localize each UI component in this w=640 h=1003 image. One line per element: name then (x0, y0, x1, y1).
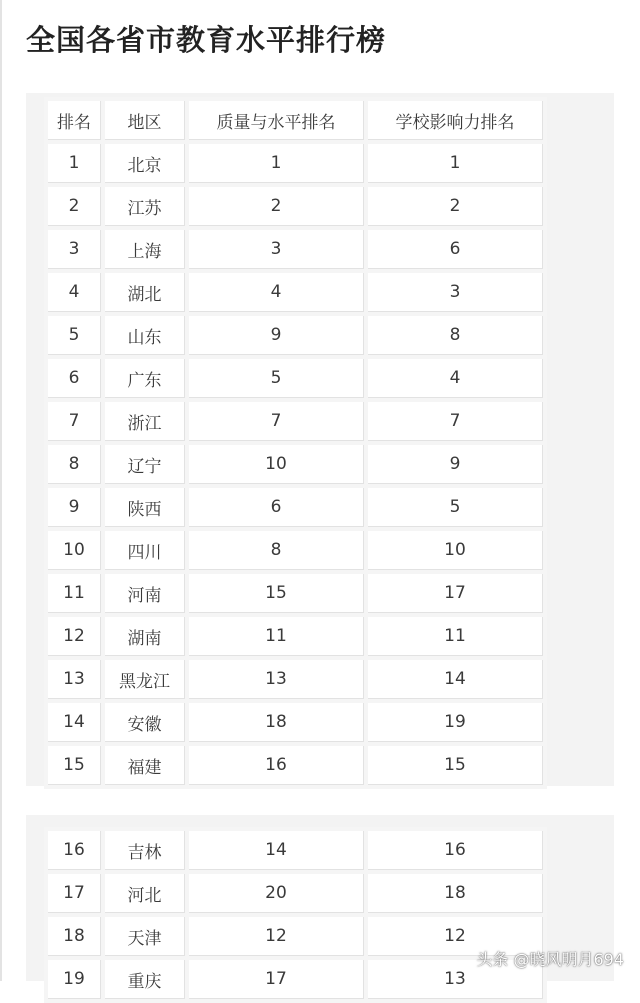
left-page-rule (0, 0, 2, 981)
cell-rank: 1 (48, 144, 101, 183)
cell-region: 河北 (105, 874, 185, 913)
table-row (48, 703, 543, 742)
cell-region: 福建 (105, 746, 185, 785)
header-influence-rank: 学校影响力排名 (368, 101, 543, 140)
table-row (48, 316, 543, 355)
cell-quality-rank: 8 (189, 531, 364, 570)
cell-rank: 18 (48, 917, 101, 956)
cell-region: 陕西 (105, 488, 185, 527)
cell-quality-rank: 10 (189, 445, 364, 484)
cell-region: 山东 (105, 316, 185, 355)
cell-influence-rank: 14 (368, 660, 543, 699)
cell-quality-rank: 2 (189, 187, 364, 226)
ranking-table-part-2 (44, 827, 547, 1003)
cell-influence-rank: 17 (368, 574, 543, 613)
cell-rank: 11 (48, 574, 101, 613)
cell-rank: 4 (48, 273, 101, 312)
table-row (48, 574, 543, 613)
cell-rank: 7 (48, 402, 101, 441)
table-row (48, 874, 543, 913)
cell-influence-rank: 9 (368, 445, 543, 484)
cell-rank: 14 (48, 703, 101, 742)
cell-influence-rank: 10 (368, 531, 543, 570)
cell-influence-rank: 16 (368, 831, 543, 870)
cell-influence-rank: 13 (368, 960, 543, 999)
table-row (48, 960, 543, 999)
cell-region: 安徽 (105, 703, 185, 742)
table-row (48, 488, 543, 527)
cell-region: 天津 (105, 917, 185, 956)
cell-influence-rank: 8 (368, 316, 543, 355)
cell-influence-rank: 2 (368, 187, 543, 226)
header-region: 地区 (105, 101, 185, 140)
cell-region: 湖南 (105, 617, 185, 656)
cell-region: 江苏 (105, 187, 185, 226)
cell-quality-rank: 14 (189, 831, 364, 870)
cell-quality-rank: 3 (189, 230, 364, 269)
table-row (48, 746, 543, 785)
cell-quality-rank: 18 (189, 703, 364, 742)
cell-region: 四川 (105, 531, 185, 570)
cell-quality-rank: 20 (189, 874, 364, 913)
table-row (48, 917, 543, 956)
cell-quality-rank: 15 (189, 574, 364, 613)
cell-influence-rank: 3 (368, 273, 543, 312)
cell-region: 吉林 (105, 831, 185, 870)
header-quality-rank: 质量与水平排名 (189, 101, 364, 140)
table-row (48, 617, 543, 656)
cell-quality-rank: 16 (189, 746, 364, 785)
cell-region: 辽宁 (105, 445, 185, 484)
table-row (48, 230, 543, 269)
cell-region: 浙江 (105, 402, 185, 441)
cell-rank: 9 (48, 488, 101, 527)
cell-rank: 12 (48, 617, 101, 656)
table-row (48, 273, 543, 312)
cell-region: 北京 (105, 144, 185, 183)
source-watermark: 头条 @晓风明月694 (476, 950, 624, 969)
cell-influence-rank: 5 (368, 488, 543, 527)
table-row (48, 531, 543, 570)
table-row (48, 831, 543, 870)
cell-region: 重庆 (105, 960, 185, 999)
table-row (48, 187, 543, 226)
table-row (48, 402, 543, 441)
cell-influence-rank: 6 (368, 230, 543, 269)
table-header-row (48, 101, 543, 140)
cell-influence-rank: 15 (368, 746, 543, 785)
cell-influence-rank: 12 (368, 917, 543, 956)
cell-rank: 8 (48, 445, 101, 484)
ranking-table-part-1 (44, 97, 547, 789)
cell-rank: 3 (48, 230, 101, 269)
cell-influence-rank: 18 (368, 874, 543, 913)
cell-influence-rank: 19 (368, 703, 543, 742)
cell-rank: 17 (48, 874, 101, 913)
cell-influence-rank: 11 (368, 617, 543, 656)
cell-rank: 13 (48, 660, 101, 699)
cell-region: 河南 (105, 574, 185, 613)
cell-quality-rank: 9 (189, 316, 364, 355)
cell-rank: 19 (48, 960, 101, 999)
cell-quality-rank: 11 (189, 617, 364, 656)
cell-influence-rank: 7 (368, 402, 543, 441)
cell-rank: 16 (48, 831, 101, 870)
header-rank: 排名 (48, 101, 101, 140)
cell-quality-rank: 6 (189, 488, 364, 527)
table-row (48, 144, 543, 183)
cell-quality-rank: 1 (189, 144, 364, 183)
cell-quality-rank: 12 (189, 917, 364, 956)
cell-rank: 6 (48, 359, 101, 398)
cell-quality-rank: 4 (189, 273, 364, 312)
table-row (48, 660, 543, 699)
cell-rank: 15 (48, 746, 101, 785)
cell-rank: 2 (48, 187, 101, 226)
cell-region: 广东 (105, 359, 185, 398)
cell-influence-rank: 4 (368, 359, 543, 398)
table-row (48, 359, 543, 398)
cell-region: 上海 (105, 230, 185, 269)
cell-influence-rank: 1 (368, 144, 543, 183)
cell-quality-rank: 7 (189, 402, 364, 441)
page-title: 全国各省市教育水平排行榜 (26, 23, 387, 57)
cell-rank: 5 (48, 316, 101, 355)
cell-quality-rank: 17 (189, 960, 364, 999)
cell-region: 湖北 (105, 273, 185, 312)
cell-quality-rank: 5 (189, 359, 364, 398)
table-body-part-1 (48, 144, 543, 785)
cell-quality-rank: 13 (189, 660, 364, 699)
cell-rank: 10 (48, 531, 101, 570)
table-row (48, 445, 543, 484)
cell-region: 黑龙江 (105, 660, 185, 699)
table-body-part-2 (48, 831, 543, 999)
